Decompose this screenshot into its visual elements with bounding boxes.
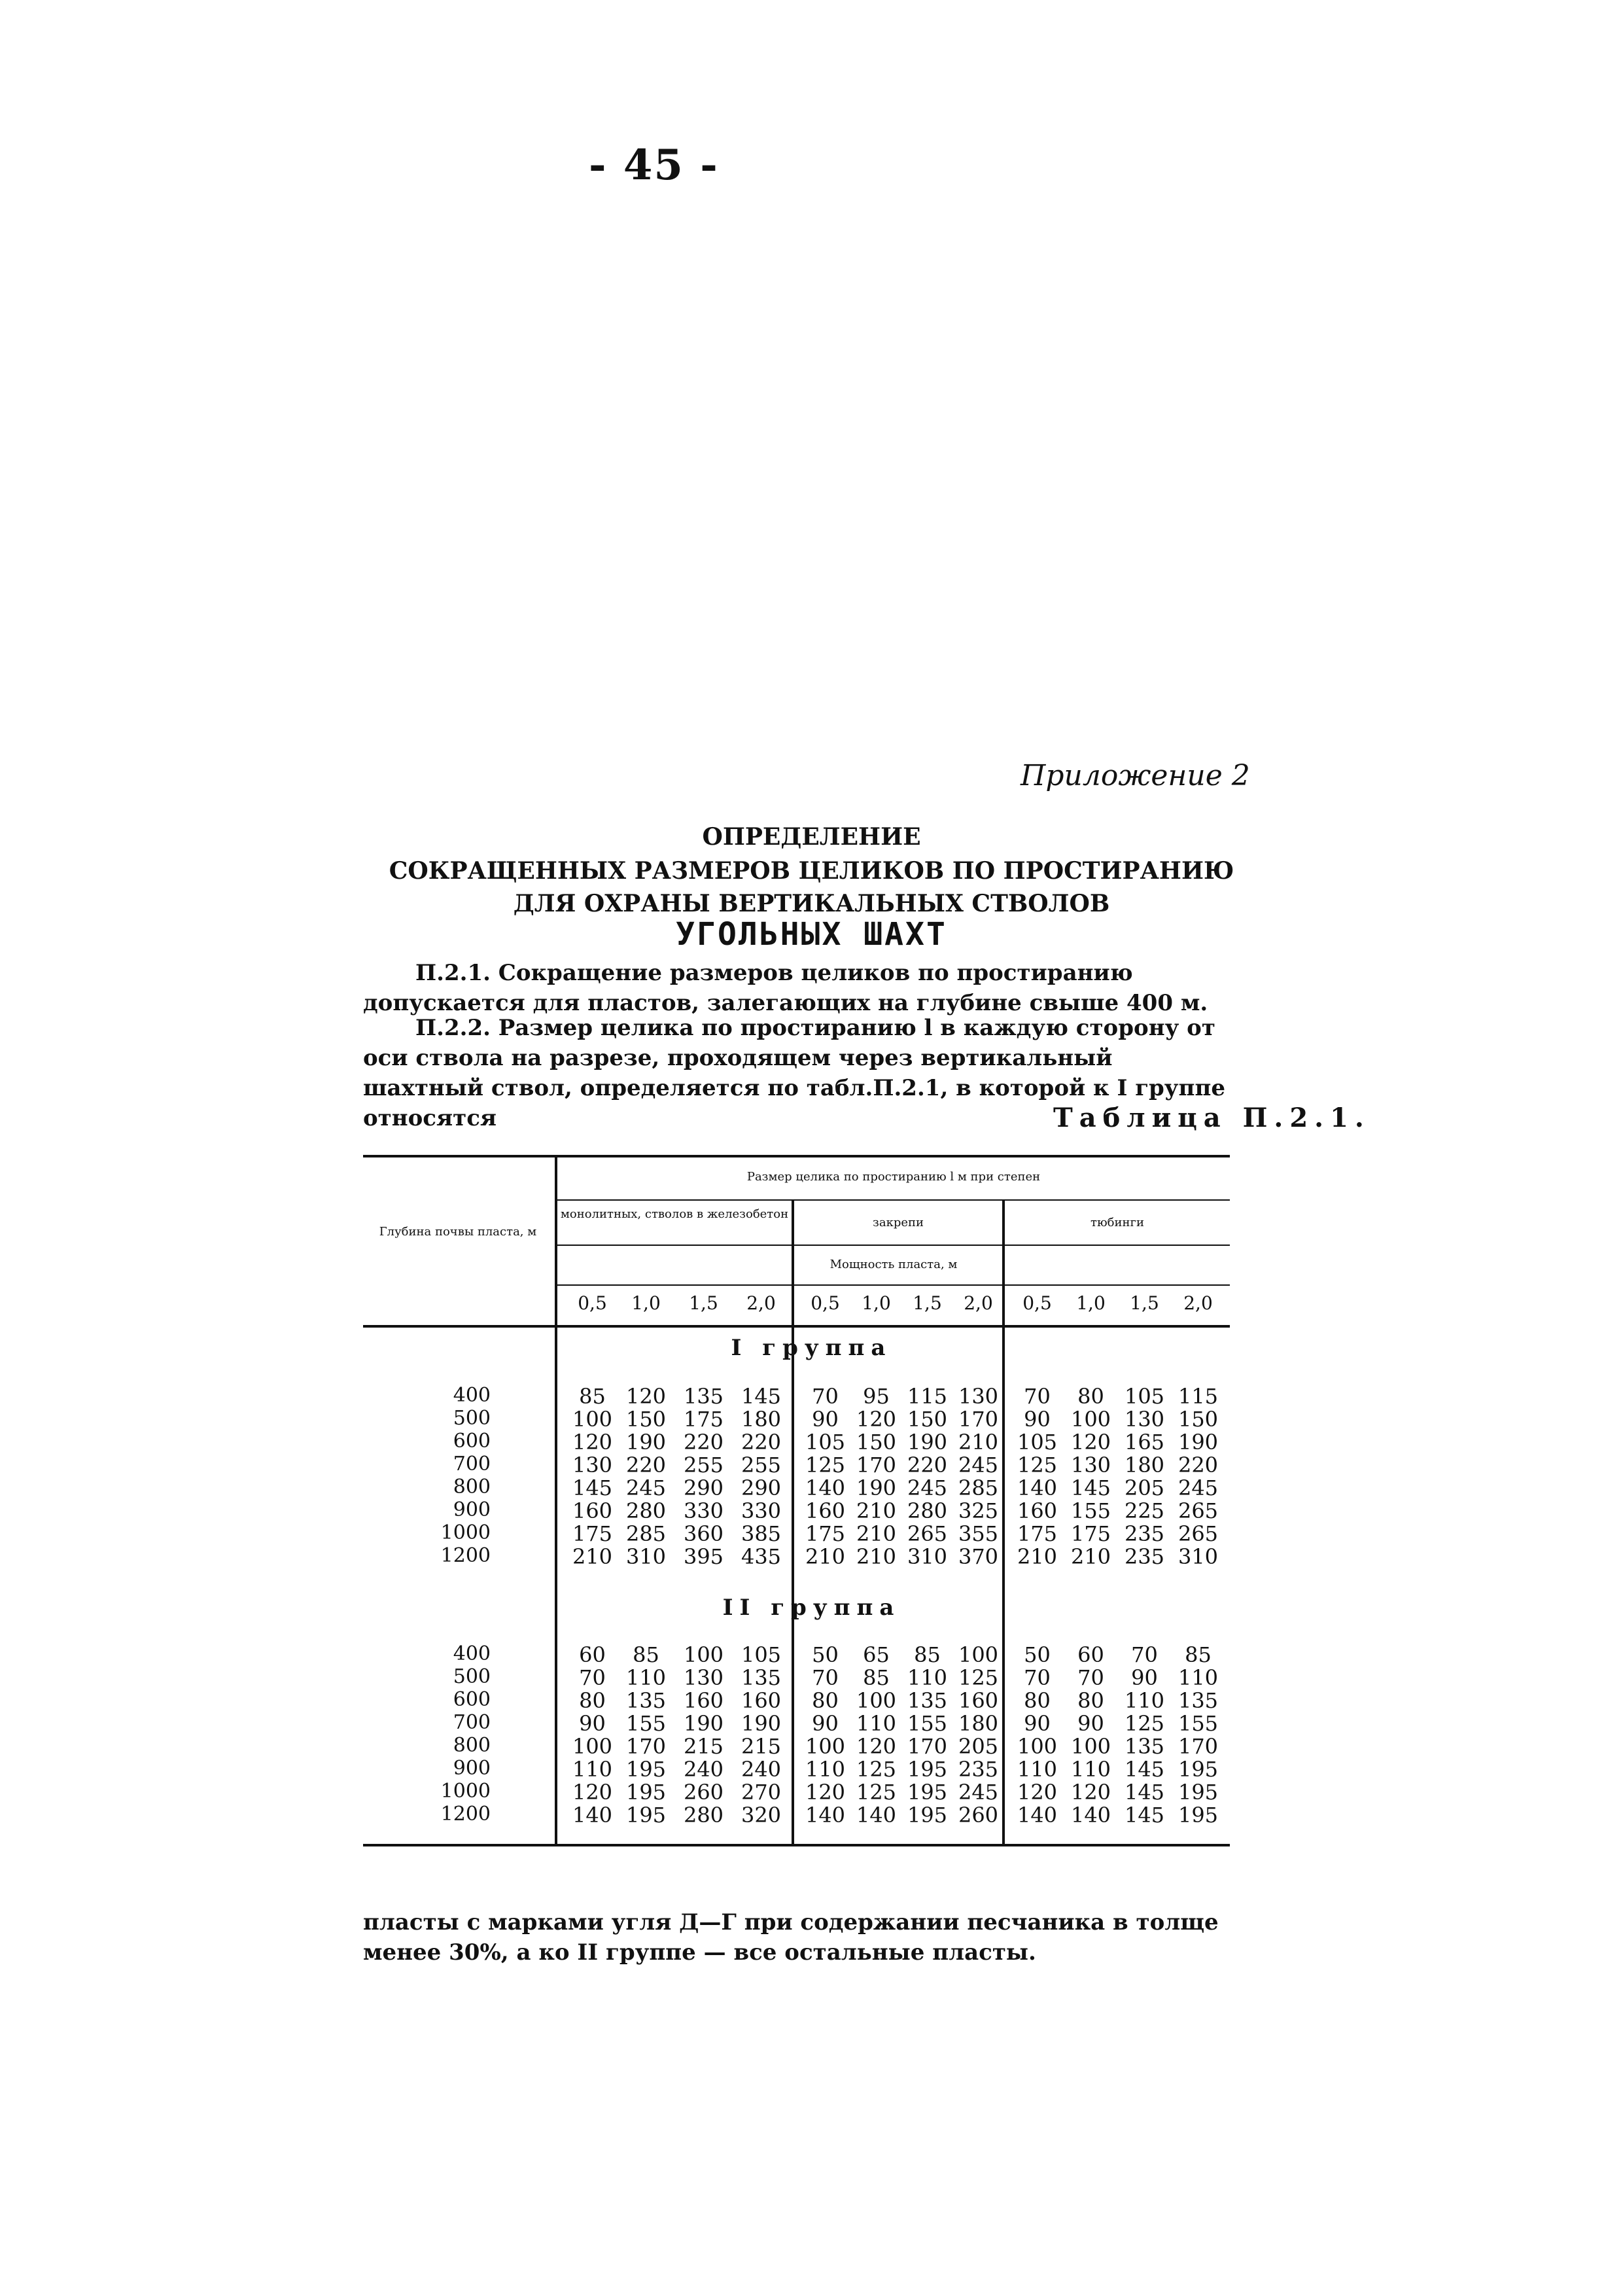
thickness-col-3: 1,5 [689, 1292, 718, 1314]
table-cell: 175 [1017, 1521, 1058, 1546]
group-header-3: тюбинги [1091, 1216, 1144, 1229]
table-cell: 180 [1124, 1453, 1165, 1477]
table-cell: 290 [741, 1475, 782, 1500]
header-rule-1 [556, 1199, 1230, 1201]
table-cell: 330 [683, 1498, 724, 1523]
table-cell: 220 [741, 1430, 782, 1455]
table-cell: 175 [805, 1521, 846, 1546]
table-cell: 130 [958, 1384, 999, 1409]
table-cell: 205 [958, 1734, 999, 1759]
depth-cell: 400 [453, 1384, 491, 1407]
table-cell: 160 [741, 1688, 782, 1713]
table-cell: 110 [625, 1665, 667, 1690]
table-cell: 195 [625, 1803, 667, 1828]
table-cell: 100 [805, 1734, 846, 1759]
table-cell: 90 [1024, 1711, 1051, 1736]
table-cell: 210 [1017, 1544, 1058, 1569]
table-cell: 245 [625, 1475, 667, 1500]
table-cell: 190 [856, 1475, 897, 1500]
table-cell: 225 [1124, 1498, 1165, 1523]
table-cell: 355 [958, 1521, 999, 1546]
title-line-1: ОПРЕДЕЛЕНИЕ [702, 823, 921, 851]
table-cell: 100 [572, 1407, 613, 1432]
table-cell: 140 [805, 1475, 846, 1500]
table-cell: 150 [625, 1407, 667, 1432]
table-cell: 165 [1124, 1430, 1165, 1455]
table-cell: 90 [812, 1711, 839, 1736]
table-cell: 210 [856, 1544, 897, 1569]
table-cell: 220 [907, 1453, 948, 1477]
table-cell: 105 [1124, 1384, 1165, 1409]
table-cell: 280 [625, 1498, 667, 1523]
table-cell: 125 [1017, 1453, 1058, 1477]
depth-cell: 500 [453, 1407, 491, 1430]
table-cell: 235 [1124, 1544, 1165, 1569]
table-cell: 215 [741, 1734, 782, 1759]
table-cell: 140 [1017, 1475, 1058, 1500]
table-cell: 125 [958, 1665, 999, 1690]
table-cell: 140 [856, 1803, 897, 1828]
table-cell: 90 [1077, 1711, 1104, 1736]
table-cell: 435 [741, 1544, 782, 1569]
depth-cell: 900 [453, 1498, 491, 1521]
table-cell: 310 [907, 1544, 948, 1569]
table-cell: 60 [579, 1642, 606, 1667]
table-cell: 155 [625, 1711, 667, 1736]
table-cell: 210 [856, 1521, 897, 1546]
thickness-col-6: 1,0 [862, 1292, 891, 1314]
table-cell: 195 [625, 1757, 667, 1782]
table-cell: 120 [572, 1780, 613, 1805]
table-cell: 210 [856, 1498, 897, 1523]
table-cell: 160 [958, 1688, 999, 1713]
table-cell: 50 [1024, 1642, 1051, 1667]
table-cell: 245 [907, 1475, 948, 1500]
table-cell: 310 [1178, 1544, 1219, 1569]
table-cell: 270 [741, 1780, 782, 1805]
table-cell: 325 [958, 1498, 999, 1523]
table-cell: 235 [1124, 1521, 1165, 1546]
table-cell: 140 [1017, 1803, 1058, 1828]
table-cell: 220 [625, 1453, 667, 1477]
table-cell: 110 [572, 1757, 613, 1782]
group-divider-1 [792, 1199, 794, 1844]
table-cell: 320 [741, 1803, 782, 1828]
table-cell: 150 [907, 1407, 948, 1432]
table-cell: 85 [914, 1642, 941, 1667]
table-cell: 105 [805, 1430, 846, 1455]
depth-cell: 1200 [440, 1803, 491, 1826]
table-cell: 125 [1124, 1711, 1165, 1736]
table-cell: 195 [907, 1757, 948, 1782]
table-cell: 130 [572, 1453, 613, 1477]
table-cell: 60 [1077, 1642, 1104, 1667]
table-cell: 70 [812, 1384, 839, 1409]
table-cell: 220 [683, 1430, 724, 1455]
table-cell: 135 [1178, 1688, 1219, 1713]
table-cell: 160 [1017, 1498, 1058, 1523]
table-cell: 85 [863, 1665, 890, 1690]
table-cell: 190 [625, 1430, 667, 1455]
table-cell: 145 [1124, 1803, 1165, 1828]
paragraph-2-2: П.2.2. Размер целика по простиранию l в каждую сторону от оси ствола на разрезе, проходящем через вертикальный шахтный ствол, определяется по табл.П.2.1, в которой к I группе относятся [363, 1015, 1225, 1131]
table-cell: 50 [812, 1642, 839, 1667]
group-header-1: монолитных, стволов в железобетон [560, 1207, 789, 1221]
depth-cell: 600 [453, 1430, 491, 1453]
table-cell: 135 [683, 1384, 724, 1409]
table-cell: 80 [1077, 1384, 1104, 1409]
table-cell: 265 [907, 1521, 948, 1546]
table-cell: 120 [856, 1407, 897, 1432]
table-cell: 240 [741, 1757, 782, 1782]
page-number: - 45 - [589, 141, 719, 190]
table-cell: 195 [907, 1803, 948, 1828]
table-cell: 140 [572, 1803, 613, 1828]
table-cell: 135 [907, 1688, 948, 1713]
table-cell: 255 [683, 1453, 724, 1477]
table-cell: 170 [856, 1453, 897, 1477]
table-cell: 110 [1017, 1757, 1058, 1782]
table-cell: 190 [1178, 1430, 1219, 1455]
table-cell: 175 [572, 1521, 613, 1546]
table-cell: 265 [1178, 1521, 1219, 1546]
table-cell: 90 [1131, 1665, 1158, 1690]
table-cell: 110 [805, 1757, 846, 1782]
table-cell: 170 [1178, 1734, 1219, 1759]
table-header-bottom-rule [363, 1325, 1230, 1328]
table-cell: 195 [1178, 1757, 1219, 1782]
table-cell: 80 [1077, 1688, 1104, 1713]
table-cell: 135 [741, 1665, 782, 1690]
table-cell: 175 [1070, 1521, 1111, 1546]
table-cell: 70 [1024, 1665, 1051, 1690]
table-cell: 90 [579, 1711, 606, 1736]
table-cell: 130 [1124, 1407, 1165, 1432]
depth-cell: 900 [453, 1757, 491, 1780]
table-cell: 100 [1070, 1734, 1111, 1759]
table-cell: 170 [907, 1734, 948, 1759]
table-cell: 95 [863, 1384, 890, 1409]
main-header: Размер целика по простиранию l м при степен [746, 1170, 1041, 1184]
title-line-3: ДЛЯ ОХРАНЫ ВЕРТИКАЛЬНЫХ СТВОЛОВ [513, 890, 1110, 917]
table-cell: 80 [1024, 1688, 1051, 1713]
thickness-col-4: 2,0 [746, 1292, 776, 1314]
table-cell: 260 [958, 1803, 999, 1828]
depth-cell: 400 [453, 1642, 491, 1665]
table-cell: 120 [1017, 1780, 1058, 1805]
table-cell: 370 [958, 1544, 999, 1569]
table-cell: 205 [1124, 1475, 1165, 1500]
table-cell: 150 [1178, 1407, 1219, 1432]
table-cell: 125 [856, 1780, 897, 1805]
table-cell: 135 [625, 1688, 667, 1713]
table-cell: 245 [958, 1453, 999, 1477]
header-rule-2 [556, 1245, 1230, 1246]
table-cell: 190 [683, 1711, 724, 1736]
table-cell: 70 [579, 1665, 606, 1690]
table-cell: 140 [1070, 1803, 1111, 1828]
thickness-col-2: 1,0 [631, 1292, 661, 1314]
table-label: Таблица П.2.1. [1053, 1103, 1370, 1133]
table-cell: 360 [683, 1521, 724, 1546]
table-cell: 120 [856, 1734, 897, 1759]
table-cell: 145 [741, 1384, 782, 1409]
table-cell: 65 [863, 1642, 890, 1667]
table-cell: 85 [1185, 1642, 1212, 1667]
depth-cell: 1000 [440, 1521, 491, 1544]
table-cell: 195 [907, 1780, 948, 1805]
table-cell: 265 [1178, 1498, 1219, 1523]
table-cell: 310 [625, 1544, 667, 1569]
table-cell: 145 [1070, 1475, 1111, 1500]
table-top-rule [363, 1155, 1230, 1157]
table-cell: 385 [741, 1521, 782, 1546]
thickness-col-7: 1,5 [913, 1292, 942, 1314]
table-cell: 155 [1070, 1498, 1111, 1523]
table-cell: 105 [741, 1642, 782, 1667]
group-2-label: II группа [722, 1595, 901, 1621]
thickness-col-8: 2,0 [964, 1292, 993, 1314]
table-cell: 180 [958, 1711, 999, 1736]
depth-cell: 800 [453, 1734, 491, 1757]
table-cell: 90 [1024, 1407, 1051, 1432]
table-cell: 115 [907, 1384, 948, 1409]
table-cell: 70 [1077, 1665, 1104, 1690]
thickness-col-5: 0,5 [811, 1292, 840, 1314]
table-cell: 100 [572, 1734, 613, 1759]
table-cell: 160 [683, 1688, 724, 1713]
table-cell: 245 [1178, 1475, 1219, 1500]
table-cell: 125 [856, 1757, 897, 1782]
table-cell: 285 [958, 1475, 999, 1500]
table-cell: 120 [1070, 1430, 1111, 1455]
appendix-label: Приложение 2 [1021, 759, 1250, 792]
table-cell: 120 [1070, 1780, 1111, 1805]
table-cell: 125 [805, 1453, 846, 1477]
depth-cell: 700 [453, 1453, 491, 1475]
table-cell: 280 [683, 1803, 724, 1828]
title-line-4: УГОЛЬНЫХ ШАХТ [676, 916, 947, 953]
table-cell: 150 [856, 1430, 897, 1455]
depth-cell: 600 [453, 1688, 491, 1711]
table-cell: 120 [805, 1780, 846, 1805]
table-cell: 110 [1124, 1688, 1165, 1713]
table-cell: 330 [741, 1498, 782, 1523]
table-cell: 210 [805, 1544, 846, 1569]
thickness-col-10: 1,0 [1076, 1292, 1106, 1314]
table-cell: 290 [683, 1475, 724, 1500]
depth-cell: 700 [453, 1711, 491, 1734]
table-cell: 100 [856, 1688, 897, 1713]
table-cell: 80 [812, 1688, 839, 1713]
table-cell: 140 [805, 1803, 846, 1828]
depth-cell: 500 [453, 1665, 491, 1688]
table-cell: 85 [579, 1384, 606, 1409]
table-cell: 130 [1070, 1453, 1111, 1477]
table-cell: 395 [683, 1544, 724, 1569]
thickness-col-9: 0,5 [1022, 1292, 1052, 1314]
table-cell: 180 [741, 1407, 782, 1432]
table-cell: 195 [625, 1780, 667, 1805]
table-cell: 240 [683, 1757, 724, 1782]
table-cell: 255 [741, 1453, 782, 1477]
table-cell: 105 [1017, 1430, 1058, 1455]
table-cell: 120 [572, 1430, 613, 1455]
depth-cell: 1000 [440, 1780, 491, 1803]
table-cell: 80 [579, 1688, 606, 1713]
table-cell: 170 [958, 1407, 999, 1432]
table-cell: 145 [572, 1475, 613, 1500]
table-cell: 160 [572, 1498, 613, 1523]
thickness-col-12: 2,0 [1183, 1292, 1213, 1314]
table-cell: 260 [683, 1780, 724, 1805]
header-rule-3 [556, 1284, 1230, 1286]
table-cell: 135 [1124, 1734, 1165, 1759]
table-cell: 85 [633, 1642, 659, 1667]
title-line-2: СОКРАЩЕННЫХ РАЗМЕРОВ ЦЕЛИКОВ ПО ПРОСТИРАНИЮ [389, 857, 1234, 885]
table-cell: 160 [805, 1498, 846, 1523]
group-1-label: I группа [731, 1335, 892, 1361]
thickness-col-1: 0,5 [578, 1292, 607, 1314]
table-cell: 190 [907, 1430, 948, 1455]
table-cell: 190 [741, 1711, 782, 1736]
table-cell: 175 [683, 1407, 724, 1432]
group-header-2: закрепи [873, 1216, 924, 1229]
table-bottom-rule [363, 1844, 1230, 1846]
table-cell: 100 [683, 1642, 724, 1667]
table-cell: 215 [683, 1734, 724, 1759]
table-cell: 100 [1017, 1734, 1058, 1759]
thickness-header: Мощность пласта, м [829, 1258, 958, 1271]
table-cell: 70 [1131, 1642, 1158, 1667]
table-cell: 115 [1178, 1384, 1219, 1409]
table-cell: 110 [856, 1711, 897, 1736]
table-cell: 70 [812, 1665, 839, 1690]
table-cell: 70 [1024, 1384, 1051, 1409]
table-cell: 130 [683, 1665, 724, 1690]
closing-text: пласты с марками угля Д—Г при содержании песчаника в толще менее 30%, а ко II группе — все остальные пласты. [363, 1909, 1219, 1966]
table-cell: 195 [1178, 1803, 1219, 1828]
table-cell: 235 [958, 1757, 999, 1782]
table-cell: 245 [958, 1780, 999, 1805]
depth-cell: 800 [453, 1475, 491, 1498]
table-cell: 220 [1178, 1453, 1219, 1477]
table-cell: 110 [1070, 1757, 1111, 1782]
thickness-col-11: 1,5 [1130, 1292, 1159, 1314]
table-cell: 110 [1178, 1665, 1219, 1690]
table-cell: 280 [907, 1498, 948, 1523]
paragraph-2-1: П.2.1. Сокращение размеров целиков по простиранию допускается для пластов, залегающих на глубине свыше 400 м. [363, 960, 1208, 1016]
table-cell: 100 [1070, 1407, 1111, 1432]
table-cell: 210 [958, 1430, 999, 1455]
depth-cell: 1200 [440, 1544, 491, 1567]
table-cell: 170 [625, 1734, 667, 1759]
table-cell: 110 [907, 1665, 948, 1690]
table-cell: 285 [625, 1521, 667, 1546]
table-cell: 155 [1178, 1711, 1219, 1736]
table-cell: 195 [1178, 1780, 1219, 1805]
table-cell: 100 [958, 1642, 999, 1667]
table-cell: 120 [625, 1384, 667, 1409]
table-cell: 90 [812, 1407, 839, 1432]
table-cell: 155 [907, 1711, 948, 1736]
table-cell: 210 [572, 1544, 613, 1569]
table-cell: 145 [1124, 1757, 1165, 1782]
table-cell: 145 [1124, 1780, 1165, 1805]
depth-header: Глубина почвы пласта, м [379, 1225, 537, 1239]
table-cell: 210 [1070, 1544, 1111, 1569]
